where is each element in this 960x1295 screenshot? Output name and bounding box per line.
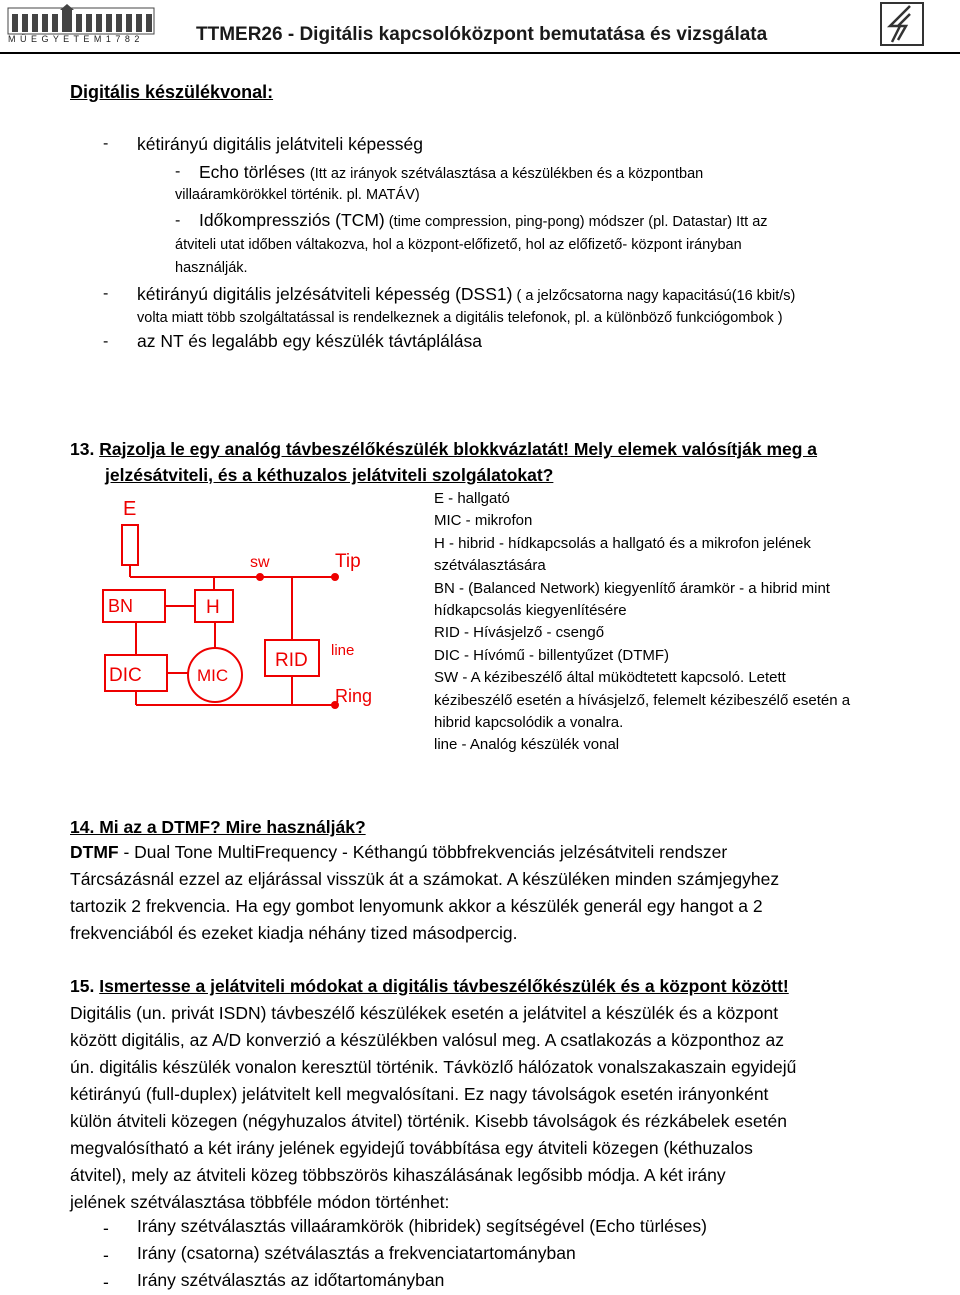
logo-text: M Ű E G Y E T E M 1 7 8 2	[8, 34, 141, 44]
question-14-title: 14. Mi az a DTMF? Mire használják?	[70, 817, 366, 837]
bullet-dash: -	[103, 1218, 109, 1238]
label-h: H	[206, 597, 220, 618]
legend-line: hibrid kapcsolódik a vonalra.	[434, 714, 624, 732]
legend-line: kézibeszélő esetén a hívásjelző, felemelt kézibeszélő esetén a	[434, 691, 851, 709]
phone-block-diagram	[95, 495, 425, 725]
sub-bullet-continuation: átviteli utat időben váltakozva, hol a központ-előfizető, hol az előfizető- központ irányban	[175, 237, 742, 253]
legend-line: BN - (Balanced Network) kiegyenlítő áramkör - a hibrid mint	[434, 579, 830, 597]
bullet-continuation: volta miatt több szolgáltatással is rendelkeznek a digitális telefonok, pl. a különböző funkciógombok )	[137, 310, 783, 326]
legend-line: H - hibrid - hídkapcsolás a hallgató és a mikrofon jelének	[434, 534, 811, 552]
sub-bullet-dash: -	[175, 212, 181, 229]
sub-bullet-continuation: használják.	[175, 260, 248, 276]
question-15-body: Digitális (un. privát ISDN) távbeszélő készülékek esetén a jelátvitel a készülék és a központ között digitális, az A/D konverzió a készülékben valósul meg. A csatlakozás a központhoz az ún. digitális készülék vonalon keresztül történik. Távközlő hálózatok vonalszakaszain egyidejű kétirányú (full-duplex) jelátvitelt kell megvalósítani. Ez nagy távolságok esetén irányonként külön átviteli közegen (négyhuzalos átvitel) történik. Kisebb távolságok és rézkábelek esetén megvalósítható a két irány jelének egyidejű továbbítása egy átviteli közegen (kéthuzalos átvitel), mely az átviteli közeg többszörös kihaszálásának legősibb módja. A két irány jelének szétválasztása többféle módon történhet:	[70, 1003, 797, 1212]
header-divider	[0, 52, 960, 54]
legend-line: hídkapcsolás kiegyenlítésére	[434, 602, 627, 620]
legend-line: RID - Hívásjelző - csengő	[434, 624, 605, 642]
bullet-dash: -	[103, 333, 109, 350]
bullet-text: Irány szétválasztás villaáramkörök (hibridek) segítségével (Echo türléses)	[137, 1216, 707, 1236]
lightning-logo-icon	[880, 2, 924, 46]
bullet-dash: -	[103, 1272, 109, 1292]
label-rid: RID	[275, 650, 308, 671]
legend-line: DIC - Hívómű - billentyűzet (DTMF)	[434, 646, 670, 664]
bullet-text: Irány szétválasztás az időtartományban	[137, 1270, 445, 1290]
page-header-title: TTMER26 - Digitális kapcsolóközpont bemutatása és vizsgálata	[196, 24, 768, 45]
earphone-block	[122, 525, 138, 565]
label-e: E	[123, 498, 137, 520]
sub-bullet-dash: -	[175, 163, 181, 180]
sub-bullet-continuation: villaáramkörökkel történik. pl. MATÁV)	[175, 187, 420, 203]
label-ring: Ring	[335, 686, 373, 706]
question-15-title: 15. Ismertesse a jelátviteli módokat a digitális távbeszélőkészülék és a központ között!	[70, 976, 789, 996]
legend-line: SW - A kézibeszélő által müködtetett kapcsoló. Letett	[434, 669, 786, 687]
legend-line: line - Analóg készülék vonal	[434, 736, 620, 754]
legend-line: E - hallgató	[434, 490, 510, 507]
bullet-text: kétirányú digitális jelzésátviteli képesség (DSS1) ( a jelzőcsatorna nagy kapacitású(16 kbit/s)	[137, 284, 796, 304]
label-mic: MIC	[197, 666, 229, 685]
bullet-dash: -	[103, 285, 109, 302]
bullet-dash: -	[103, 135, 109, 152]
label-bn: BN	[108, 596, 134, 616]
bullet-dash: -	[103, 1245, 109, 1265]
sub-bullet-text: Echo törléses (Itt az irányok szétválasztása a készülékben és a központban	[199, 162, 704, 182]
bullet-text: az NT és legalább egy készülék távtáplálása	[137, 331, 483, 351]
label-tip: Tip	[335, 551, 361, 572]
question-14-body: DTMF - Dual Tone MultiFrequency - Kéthangú többfrekvenciás jelzésátviteli rendszer Tárcsázásnál ezzel az eljárással visszük át a számokat. A készüléken minden számjegyhez tartozik 2 frekvencia. Ha egy gombot lenyomunk akkor a készülék generál egy hangot a 2 frekvenciából és ezeket kiadja néhány tized másodpercig.	[70, 842, 780, 943]
legend-line: szétválasztására	[434, 557, 546, 575]
legend-line: MIC - mikrofon	[434, 512, 533, 530]
sub-bullet-text: Időkompressziós (TCM) (time compression, ping-pong) módszer (pl. Datastar) Itt az	[199, 210, 768, 230]
bullet-text: kétirányú digitális jelátviteli képesség	[137, 134, 423, 154]
bullet-text: Irány (csatorna) szétválasztás a frekvenciatartományban	[137, 1243, 576, 1263]
question-13: 13. Rajzolja le egy analóg távbeszélőkészülék blokkvázlatát! Mely elemek valósítják meg a jelzésátviteli, és a kéthuzalos jelátviteli szolgálatokat?	[70, 439, 818, 485]
diagram-legend	[434, 488, 850, 757]
section-title: Digitális készülékvonal:	[70, 82, 274, 102]
label-dic: DIC	[109, 665, 142, 686]
dtmf-term: DTMF	[70, 842, 119, 862]
label-sw: sw	[250, 554, 270, 571]
label-line: line	[331, 642, 355, 659]
